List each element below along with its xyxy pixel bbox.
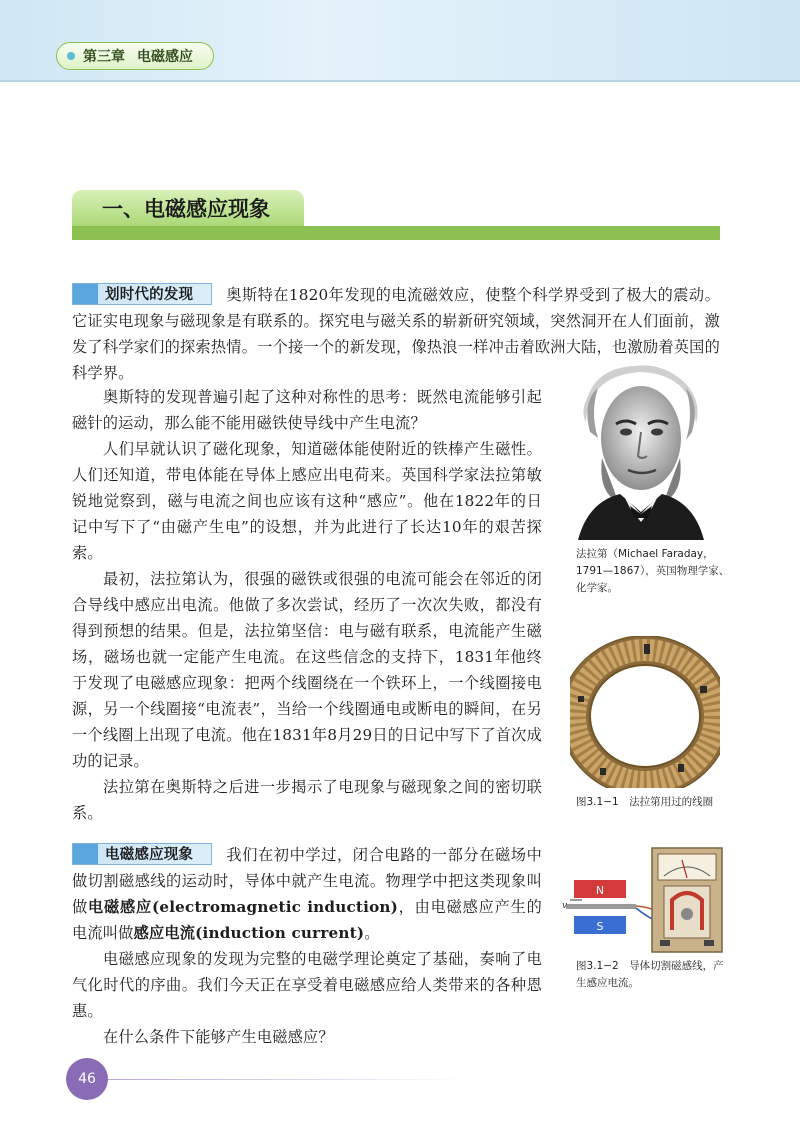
chapter-number: 第三章 xyxy=(83,49,125,65)
section-title: 一、电磁感应现象 xyxy=(72,190,304,228)
induction-paragraph-2: 电磁感应现象的发现为完整的电磁学理论奠定了基础，奏响了电气化时代的序曲。我们今天正在享受着电磁感应给人类带来的各种恩惠。 xyxy=(72,950,542,1020)
induction-question: 在什么条件下能够产生电磁感应？ xyxy=(103,1028,334,1046)
conductor-bar xyxy=(566,904,636,909)
magnet-s-label: S xyxy=(596,920,604,933)
discovery-paragraph-3: 人们早就认识了磁化现象，知道磁体能使附近的铁棒产生磁性。人们还知道，带电体能在导体上感应出电荷来。英国科学家法拉第敏锐地觉察到，磁与电流之间也应该有这种“感应”。他在1822年的日记中写下了“由磁产生电”的设想，并为此进行了长达10年的艰苦探索。 xyxy=(72,440,542,562)
discovery-paragraph-4: 最初，法拉第认为，很强的磁铁或很强的电流可能会在邻近的闭合导线中感应出电流。他做了多次尝试，经历了一次次失败，都没有得到预想的结果。但是，法拉第坚信：电与磁有联系，电流能产生磁场，磁场也就一定能产生电流。在这些信念的支持下，1831年他终于发现了电磁感应现象：把两个线圈绕在一个铁环上，一个线圈接电源，另一个线圈接“电流表”，当给一个线圈通电或断电的瞬间，在另一个线圈上出现了电流。他在1831年8月29日的日记中写下了首次成功的记录。 xyxy=(72,570,542,770)
discovery-paragraph-5: 法拉第在奥斯特之后进一步揭示了电现象与磁现象之间的密切联系。 xyxy=(72,778,542,822)
faraday-portrait xyxy=(568,362,714,540)
term-electromagnetic-induction: 电磁感应(electromagnetic induction) xyxy=(88,898,399,916)
ring-caption: 图3.1−1 法拉第用过的线圈 xyxy=(576,796,714,808)
term-induction-current: 感应电流(induction current) xyxy=(133,924,365,942)
page-number: 46 xyxy=(66,1058,108,1100)
discovery-paragraph-2: 奥斯特的发现普遍引起了这种对称性的思考：既然电流能够引起磁针的运动，那么能不能用磁铁使导线中产生电流？ xyxy=(72,388,542,432)
velocity-label: v xyxy=(562,901,568,911)
induction-apparatus-figure xyxy=(560,846,726,956)
discovery-label: 划时代的发现 xyxy=(72,283,212,305)
page-number-rule xyxy=(108,1079,468,1080)
chapter-title: 电磁感应 xyxy=(137,49,193,65)
section-title-bar xyxy=(72,226,720,240)
discovery-paragraph-1: 划时代的发现 奥斯特在1820年发现的电流磁效应，使整个科学界受到了极大的震动。它证实电现象与磁现象是有联系的。探究电与磁关系的崭新研究领域，突然洞开在人们面前，激发了科学家们的探索热情。一个接一个的新发现，像热浪一样冲击着欧洲大陆，也激励着英国的科学界。 xyxy=(72,282,720,386)
apparatus-caption: 图3.1−2 导体切割磁感线，产生感应电流。 xyxy=(576,960,724,989)
induction-label: 电磁感应现象 xyxy=(72,843,212,865)
portrait-caption: 法拉第（Michael Faraday，1791—1867），英国物理学家、化学家。 xyxy=(576,548,730,594)
faraday-ring-coil xyxy=(570,636,720,788)
magnet-n-label: N xyxy=(595,884,605,897)
induction-paragraph-1: 电磁感应现象 我们在初中学过，闭合电路的一部分在磁场中做切割磁感线的运动时，导体中就产生电流。物理学中把这类现象叫做电磁感应(electromagnetic induction)，由电磁感应产生的电流叫做感应电流(induction current)。 xyxy=(72,842,542,946)
chapter-tab xyxy=(56,42,214,70)
bullet-dot-icon xyxy=(67,52,75,60)
